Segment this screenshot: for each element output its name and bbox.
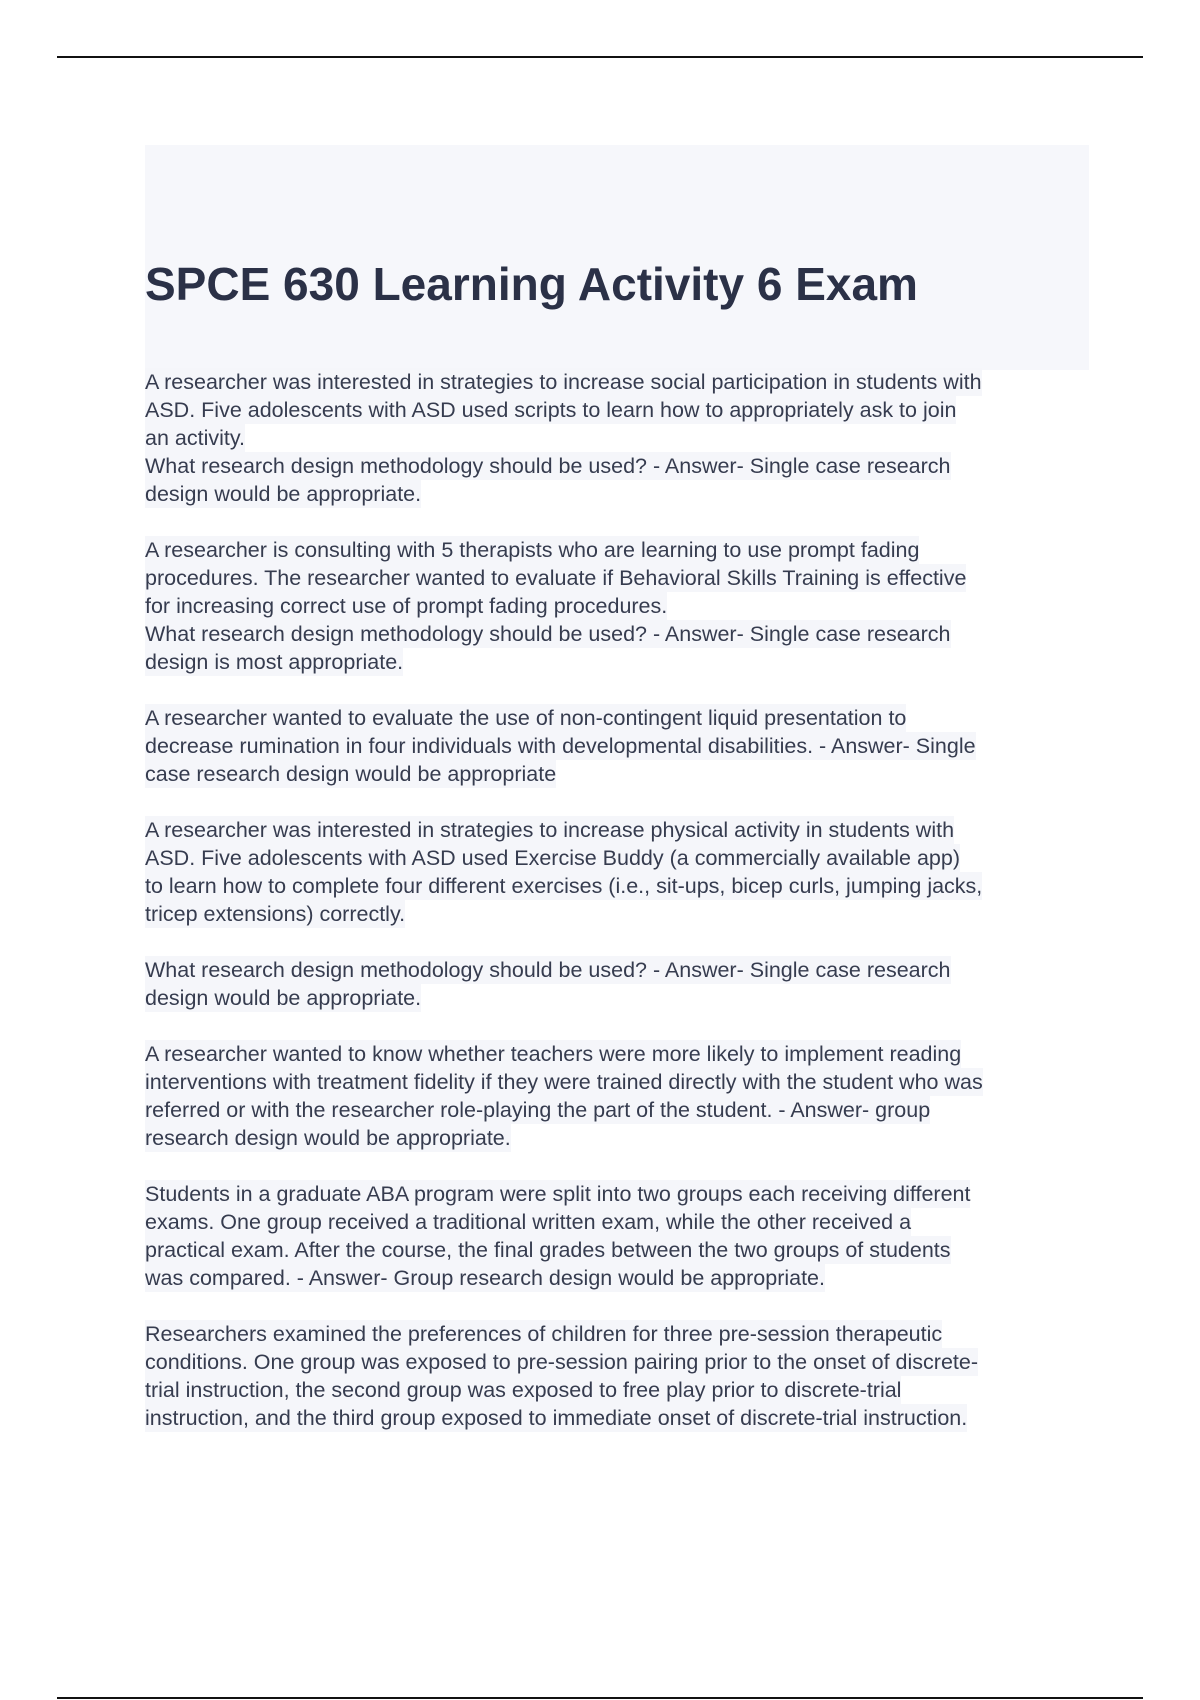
qa-paragraph-7 (145, 1180, 1095, 1292)
text-line: procedures. The researcher wanted to evaluate if Behavioral Skills Training is effective (145, 566, 967, 590)
text-line: What research design methodology should be used? - Answer- Single case research (145, 622, 951, 646)
text-line: practical exam. After the course, the final grades between the two groups of students (145, 1238, 951, 1262)
text-line: research design would be appropriate. (145, 1126, 511, 1150)
qa-paragraph-3 (145, 704, 1095, 788)
text-line: What research design methodology should be used? - Answer- Single case research (145, 958, 951, 982)
document-body (145, 368, 1095, 1460)
text-line: referred or with the researcher role-playing the part of the student. - Answer- group (145, 1098, 931, 1122)
text-line: to learn how to complete four different exercises (i.e., sit-ups, bicep curls, jumping jacks, (145, 874, 983, 898)
text-line: Researchers examined the preferences of children for three pre-session therapeutic (145, 1322, 943, 1346)
text-line: exams. One group received a traditional written exam, while the other received a (145, 1210, 912, 1234)
text-line: conditions. One group was exposed to pre-session pairing prior to the onset of discrete- (145, 1350, 978, 1374)
document-title: SPCE 630 Learning Activity 6 Exam (145, 258, 918, 310)
qa-paragraph-6 (145, 1040, 1095, 1152)
text-line: an activity. (145, 426, 245, 450)
text-line: design is most appropriate. (145, 650, 404, 674)
qa-paragraph-5 (145, 956, 1095, 1012)
text-line: trial instruction, the second group was exposed to free play prior to discrete-trial (145, 1378, 902, 1402)
qa-paragraph-1 (145, 368, 1095, 508)
text-line: A researcher was interested in strategies to increase physical activity in students with (145, 818, 955, 842)
text-line: case research design would be appropriate (145, 762, 557, 786)
text-line: A researcher was interested in strategies to increase social participation in students with (145, 370, 982, 394)
text-line: What research design methodology should be used? - Answer- Single case research (145, 454, 951, 478)
text-line: interventions with treatment fidelity if they were trained directly with the student who was (145, 1070, 983, 1094)
text-line: design would be appropriate. (145, 482, 422, 506)
text-line: A researcher wanted to evaluate the use of non-contingent liquid presentation to (145, 706, 907, 730)
text-line: A researcher wanted to know whether teachers were more likely to implement reading (145, 1042, 962, 1066)
qa-paragraph-8 (145, 1320, 1095, 1432)
bottom-rule (57, 1697, 1143, 1699)
text-line: design would be appropriate. (145, 986, 422, 1010)
text-line: ASD. Five adolescents with ASD used Exercise Buddy (a commercially available app) (145, 846, 960, 870)
qa-paragraph-4 (145, 816, 1095, 928)
text-line: instruction, and the third group exposed to immediate onset of discrete-trial instruction. (145, 1406, 968, 1430)
text-line: A researcher is consulting with 5 therapists who are learning to use prompt fading (145, 538, 920, 562)
text-line: decrease rumination in four individuals with developmental disabilities. - Answer- Single (145, 734, 976, 758)
qa-paragraph-2 (145, 536, 1095, 676)
top-rule (57, 56, 1143, 58)
text-line: Students in a graduate ABA program were split into two groups each receiving different (145, 1182, 971, 1206)
text-line: was compared. - Answer- Group research design would be appropriate. (145, 1266, 825, 1290)
text-line: for increasing correct use of prompt fading procedures. (145, 594, 668, 618)
text-line: ASD. Five adolescents with ASD used scripts to learn how to appropriately ask to join (145, 398, 957, 422)
text-line: tricep extensions) correctly. (145, 902, 406, 926)
